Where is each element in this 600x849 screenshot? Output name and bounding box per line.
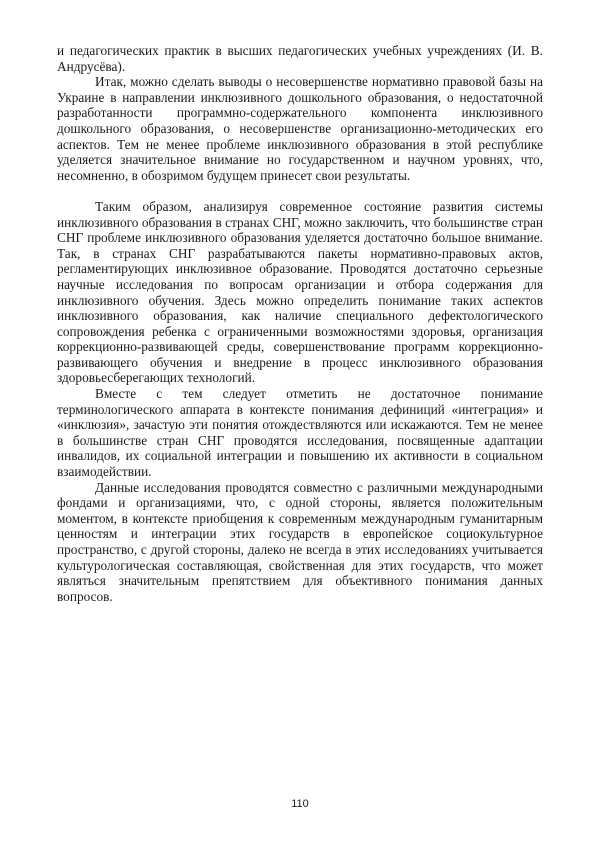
page-number: 110 — [291, 798, 309, 810]
paragraph-terminology: Вместе с тем следует отметить не достаточное понимание терминологического аппарата в контексте понимания дефиниций «интеграция» и «инклюзия», зачастую эти понятия отождествляются или искажаются. Тем не менее в большинстве стран СНГ проводятся исследования, посвященные адаптации инвалидов, их социальной интеграции и повышению их активности в социальном взаимодействии. — [57, 386, 543, 480]
body-text — [57, 43, 543, 604]
paragraph-ukraine-conclusions: Итак, можно сделать выводы о несовершенстве нормативно правовой базы на Украине в направлении инклюзивного дошкольного образования, о недостаточной разработанности программно-содержательного компонента инклюзивного дошкольного образования, о несовершенстве организационно-методических его аспектов. Тем не менее проблеме инклюзивного образования в этой республике уделяется значительное внимание но государственном и научном уровнях, что, несомненно, в обозримом будущем принесет свои результаты. — [57, 74, 543, 183]
paragraph-continuation: и педагогических практик в высших педагогических учебных учреждениях (И. В. Андрусёва). — [57, 43, 543, 74]
paragraph-cis-summary: Таким образом, анализируя современное состояние развития системы инклюзивного образования в странах СНГ, можно заключить, что большинстве стран СНГ проблеме инклюзивного образования уделяется достаточно большое внимание. Так, в странах СНГ разрабатываются пакеты нормативно-правовых актов, регламентирующих инклюзивное образование. Проводятся достаточно серьезные научные исследования по вопросам организации и отбора содержания для инклюзивного обучения. Здесь можно определить понимание таких аспектов инклюзивного образования, как наличие специального дефектологического сопровождения ребенка с ограниченными возможностями здоровья, организация коррекционно-развивающей среды, совершенствование программ коррекционно-развивающего обучения и внедрение в процесс инклюзивного образования здоровьесберегающих технологий. — [57, 198, 543, 386]
paragraph-international-research: Данные исследования проводятся совместно с различными международными фондами и организациями, что, с одной стороны, является положительным моментом, в контексте приобщения к современным международным гуманитарным ценностям и интеграции этих государств в европейское социокультурное пространство, с другой стороны, далеко не всегда в этих исследованиях учитывается культурологическая составляющая, свойственная для этих государств, что может являться значительным препятствием для объективного понимания данных вопросов. — [57, 479, 543, 604]
